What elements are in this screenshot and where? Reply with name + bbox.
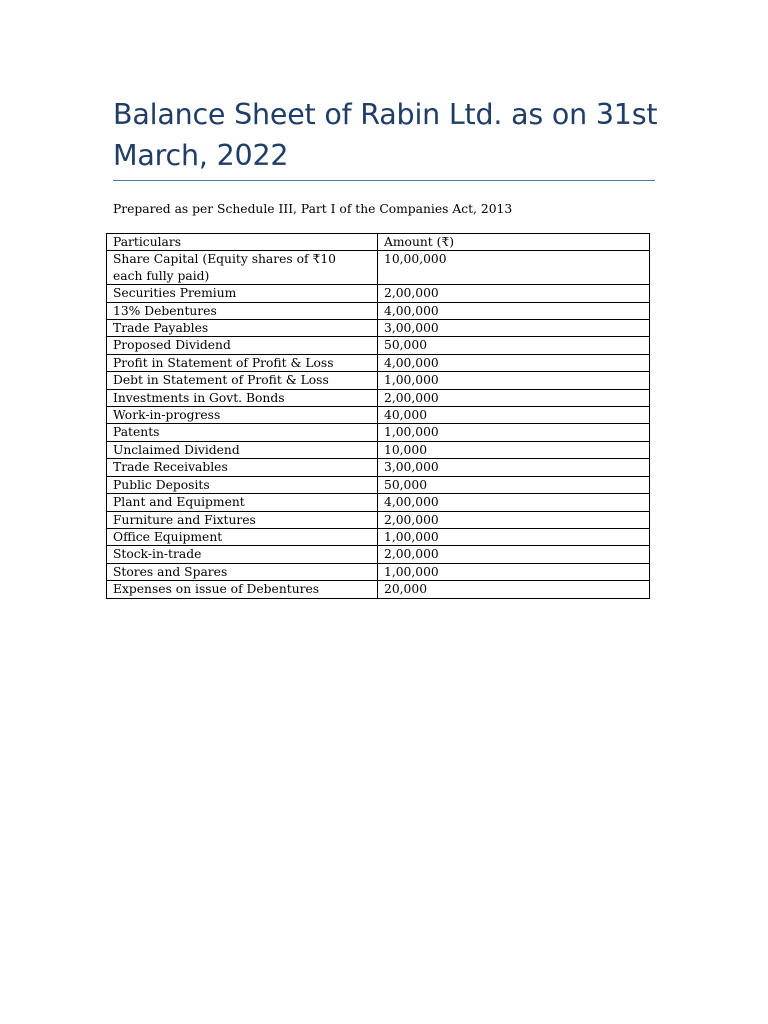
particular-cell: Stores and Spares	[107, 563, 378, 580]
particular-cell: Expenses on issue of Debentures	[107, 581, 378, 598]
amount-cell: 1,00,000	[378, 528, 650, 545]
particular-cell: Trade Receivables	[107, 459, 378, 476]
particular-cell: Patents	[107, 424, 378, 441]
amount-cell: 50,000	[378, 476, 650, 493]
table-row	[107, 511, 650, 528]
balance-sheet-table	[106, 233, 650, 599]
amount-cell: 4,00,000	[378, 302, 650, 319]
amount-cell: 1,00,000	[378, 424, 650, 441]
amount-cell: 10,000	[378, 441, 650, 458]
table-row	[107, 407, 650, 424]
amount-cell: 4,00,000	[378, 494, 650, 511]
particular-cell: Trade Payables	[107, 320, 378, 337]
table-row	[107, 285, 650, 302]
amount-cell: 20,000	[378, 581, 650, 598]
particular-cell: Securities Premium	[107, 285, 378, 302]
table-row	[107, 528, 650, 545]
table-row	[107, 372, 650, 389]
particular-cell: Unclaimed Dividend	[107, 441, 378, 458]
particular-cell: Profit in Statement of Profit & Loss	[107, 354, 378, 371]
particular-cell: Plant and Equipment	[107, 494, 378, 511]
particular-cell: Share Capital (Equity shares of ₹10 each fully paid)	[107, 251, 378, 285]
particular-cell: Debt in Statement of Profit & Loss	[107, 372, 378, 389]
amount-cell: 2,00,000	[378, 285, 650, 302]
amount-cell: 50,000	[378, 337, 650, 354]
amount-cell: 3,00,000	[378, 320, 650, 337]
table-row	[107, 476, 650, 493]
amount-cell: 3,00,000	[378, 459, 650, 476]
particular-cell: Work-in-progress	[107, 407, 378, 424]
amount-cell: 1,00,000	[378, 563, 650, 580]
particular-cell: Office Equipment	[107, 528, 378, 545]
table-row	[107, 563, 650, 580]
table-header-row	[107, 234, 650, 251]
particular-cell: 13% Debentures	[107, 302, 378, 319]
table-row	[107, 320, 650, 337]
page-title: Balance Sheet of Rabin Ltd. as on 31st March, 2022	[113, 98, 658, 172]
table-row	[107, 441, 650, 458]
table-row	[107, 546, 650, 563]
particular-cell: Proposed Dividend	[107, 337, 378, 354]
column-header-particulars: Particulars	[107, 234, 378, 251]
table-row	[107, 302, 650, 319]
amount-cell: 1,00,000	[378, 372, 650, 389]
amount-cell: 40,000	[378, 407, 650, 424]
column-header-amount: Amount (₹)	[378, 234, 650, 251]
amount-cell: 2,00,000	[378, 511, 650, 528]
amount-cell: 2,00,000	[378, 546, 650, 563]
table-row	[107, 494, 650, 511]
table-row	[107, 354, 650, 371]
particular-cell: Stock-in-trade	[107, 546, 378, 563]
table-row	[107, 581, 650, 598]
table-row	[107, 251, 650, 285]
amount-cell: 2,00,000	[378, 389, 650, 406]
title-underline	[113, 180, 655, 181]
particular-cell: Furniture and Fixtures	[107, 511, 378, 528]
table-row	[107, 424, 650, 441]
table-row	[107, 459, 650, 476]
particular-cell: Investments in Govt. Bonds	[107, 389, 378, 406]
amount-cell: 10,00,000	[378, 251, 650, 285]
table-row	[107, 389, 650, 406]
table-row	[107, 337, 650, 354]
particular-cell: Public Deposits	[107, 476, 378, 493]
page-subtitle: Prepared as per Schedule III, Part I of the Companies Act, 2013	[113, 202, 513, 216]
amount-cell: 4,00,000	[378, 354, 650, 371]
